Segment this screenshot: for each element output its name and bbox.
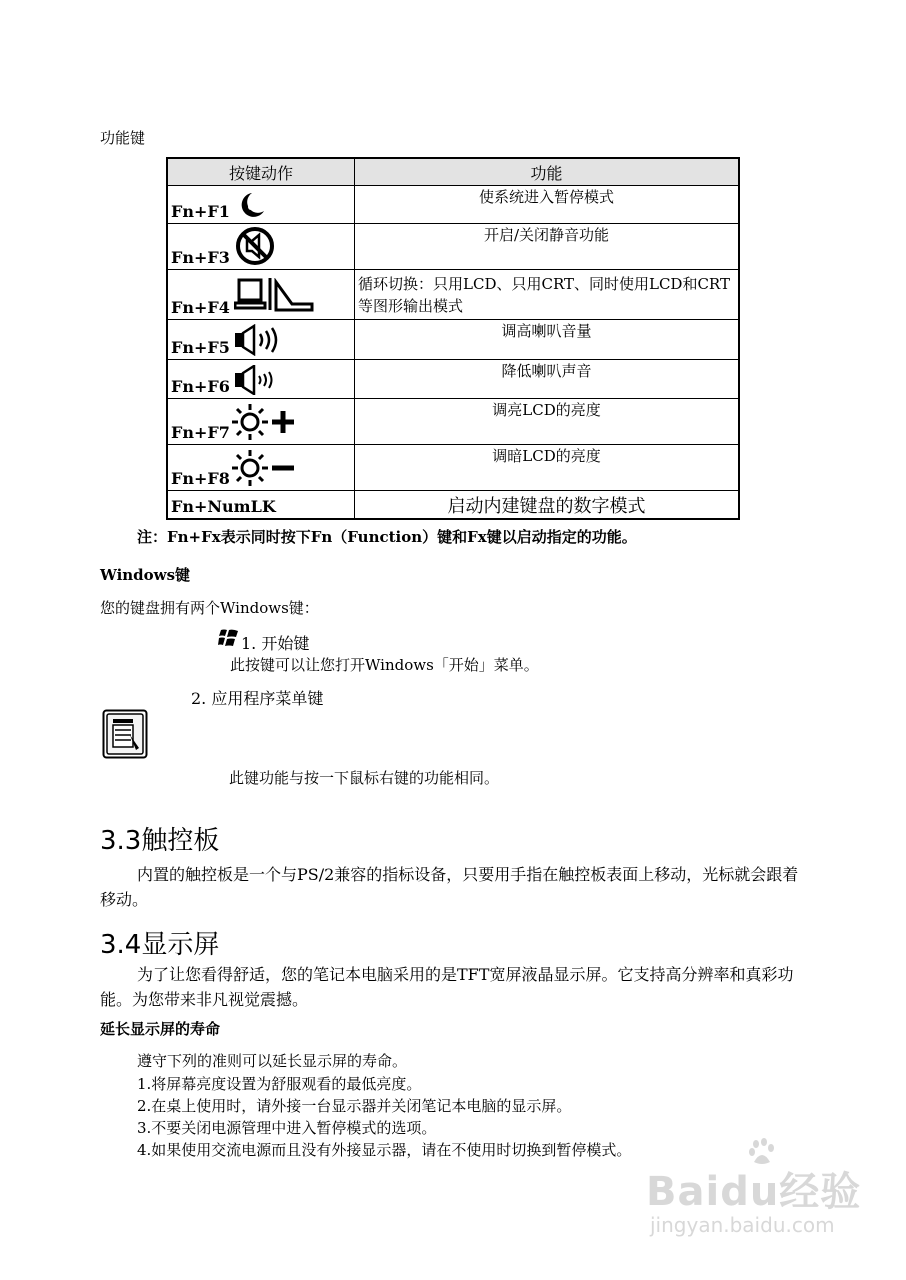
windows-key-title: Windows键 <box>100 566 191 584</box>
key-cell <box>167 445 355 491</box>
table-header-row <box>167 158 739 186</box>
table-note: 注：Fn+Fx表示同时按下Fn（Function）键和Fx键以启动指定的功能。 <box>137 528 637 546</box>
key-cell <box>167 399 355 445</box>
function-desc: 使系统进入暂停模式 <box>355 186 740 224</box>
display-life-title: 延长显示屏的寿命 <box>100 1020 221 1038</box>
start-key-desc: 此按键可以让您打开Windows「开始」菜单。 <box>230 656 539 674</box>
key-cell <box>167 320 355 360</box>
list-item: 1.将屏幕亮度设置为舒服观看的最低亮度。 <box>137 1075 422 1093</box>
key-label: Fn+F8 <box>171 469 230 488</box>
app-menu-key-icon <box>102 709 148 759</box>
windows-logo-icon <box>218 629 240 647</box>
key-label: Fn+F3 <box>171 248 230 267</box>
table-row <box>167 445 739 491</box>
watermark-logo: Baidu经验 <box>646 1169 862 1215</box>
touchpad-paragraph: 内置的触控板是一个与PS/2兼容的指标设备，只要用手指在触控板表面上移动，光标就会跟着移动。 <box>100 865 799 909</box>
volume-up-icon <box>234 324 286 356</box>
display-section-title: 3.4显示屏 <box>100 930 220 960</box>
brightness-down-icon <box>232 448 300 488</box>
watermark-url: jingyan.baidu.com <box>650 1213 835 1237</box>
function-desc: 开启/关闭静音功能 <box>355 224 740 270</box>
function-desc: 降低喇叭声音 <box>355 360 740 399</box>
function-desc: 调暗LCD的亮度 <box>355 445 740 491</box>
list-item: 4.如果使用交流电源而且没有外接显示器，请在不使用时切换到暂停模式。 <box>137 1141 632 1159</box>
table-row <box>167 224 739 270</box>
windows-key-intro: 您的键盘拥有两个Windows键： <box>100 599 319 617</box>
display-switch-icon <box>234 278 316 314</box>
key-label: Fn+NumLK <box>171 497 276 516</box>
touchpad-section-title: 3.3触控板 <box>100 826 220 856</box>
key-cell <box>167 186 355 224</box>
table-row <box>167 270 739 320</box>
sleep-moon-icon <box>234 190 268 220</box>
mute-icon <box>234 226 276 266</box>
function-key-table <box>166 157 740 520</box>
header-function: 功能 <box>355 158 740 186</box>
app-menu-key-desc: 此键功能与按一下鼠标右键的功能相同。 <box>229 769 500 787</box>
key-label: Fn+F1 <box>171 202 230 221</box>
table-row <box>167 491 739 520</box>
key-cell <box>167 270 355 320</box>
key-cell <box>167 360 355 399</box>
brightness-up-icon <box>232 402 300 442</box>
key-cell <box>167 491 355 520</box>
volume-down-icon <box>234 365 286 395</box>
list-item: 2.在桌上使用时，请外接一台显示器并关闭笔记本电脑的显示屏。 <box>137 1097 572 1115</box>
function-desc: 启动内建键盘的数字模式 <box>355 491 740 520</box>
display-paragraph: 为了让您看得舒适，您的笔记本电脑采用的是TFT宽屏液晶显示屏。它支持高分辨率和真彩功能。为您带来非凡视觉震撼。 <box>100 965 794 1009</box>
function-desc: 循环切换：只用LCD、只用CRT、同时使用LCD和CRT等图形输出模式 <box>355 270 740 320</box>
app-menu-key-title: 2. 应用程序菜单键 <box>191 689 324 708</box>
key-label: Fn+F6 <box>171 377 230 396</box>
table-row <box>167 399 739 445</box>
display-life-intro: 遵守下列的准则可以延长显示屏的寿命。 <box>137 1052 408 1070</box>
key-cell <box>167 224 355 270</box>
function-desc: 调亮LCD的亮度 <box>355 399 740 445</box>
key-label: Fn+F5 <box>171 338 230 357</box>
table-row <box>167 360 739 399</box>
function-desc: 调高喇叭音量 <box>355 320 740 360</box>
key-label: Fn+F7 <box>171 423 230 442</box>
key-label: Fn+F4 <box>171 298 230 317</box>
list-item: 3.不要关闭电源管理中进入暂停模式的选项。 <box>137 1119 437 1137</box>
section-title-function-keys: 功能键 <box>100 129 146 147</box>
table-row <box>167 320 739 360</box>
header-key-action: 按键动作 <box>167 158 355 186</box>
start-key-title: 1. 开始键 <box>241 634 310 653</box>
table-row <box>167 186 739 224</box>
